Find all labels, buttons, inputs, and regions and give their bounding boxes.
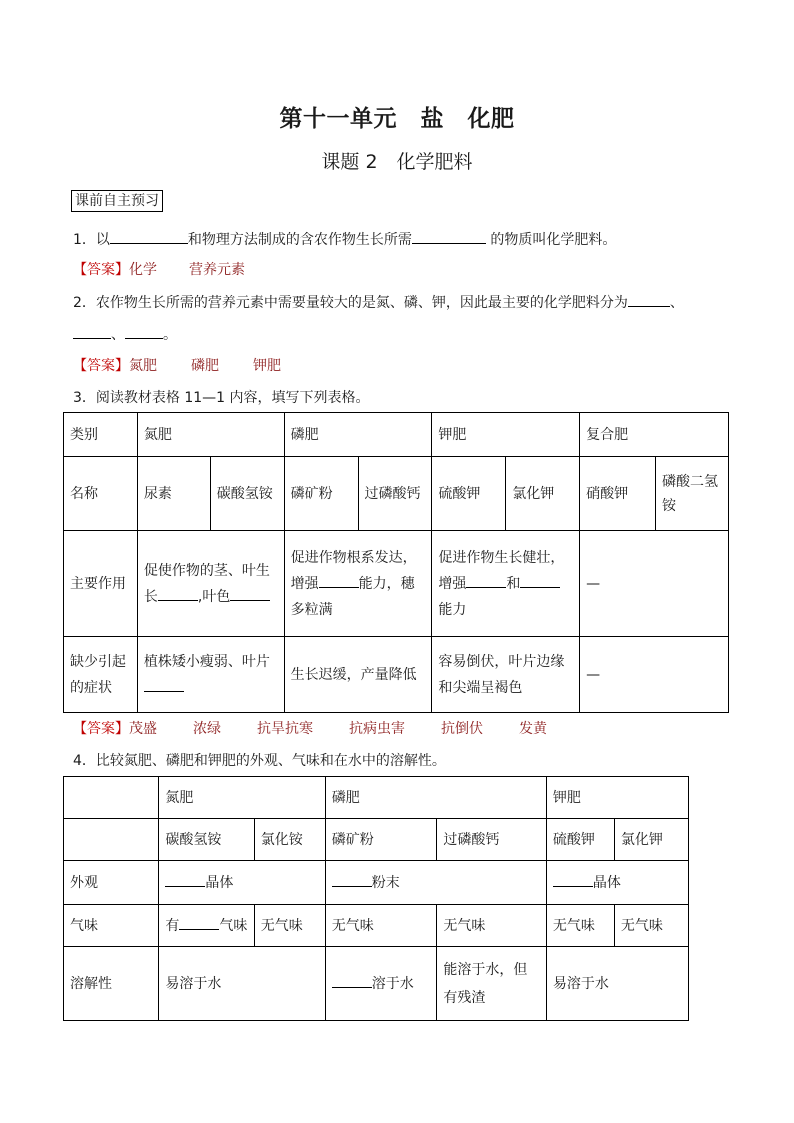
table-row-header: 主要作用	[64, 531, 138, 637]
table-cell: —	[580, 531, 729, 637]
table-cell	[432, 637, 580, 713]
table-blank[interactable]	[332, 973, 372, 988]
answer-value: 发黄	[519, 721, 547, 737]
table-cell	[325, 861, 546, 905]
table-cell: 易溶于水	[546, 947, 688, 1021]
question-1	[73, 229, 616, 250]
cell-line: 促进作物根系发达，	[290, 549, 417, 566]
table-row-header: 气味	[64, 905, 159, 947]
table-blank[interactable]	[520, 573, 560, 588]
q2-blank-3[interactable]	[125, 324, 163, 339]
table-blank[interactable]	[165, 872, 205, 887]
fertilizer-table-1	[63, 412, 729, 713]
table-row-header: 名称	[64, 457, 138, 531]
cell-line: ,叶色	[197, 588, 231, 605]
question-4: 4．比较氮肥、磷肥和钾肥的外观、气味和在水中的溶解性。	[73, 753, 446, 769]
question-3: 3．阅读教材表格 11—1 内容，填写下列表格。	[73, 390, 370, 406]
cell-line: 能力	[438, 601, 467, 618]
answer-3	[73, 719, 547, 739]
cell-line: 和	[506, 575, 521, 592]
table-cell: 硫酸钾	[432, 457, 506, 531]
answer-value: 抗倒伏	[441, 721, 483, 737]
table-cell: 过磷酸钙	[437, 819, 547, 861]
table-row	[64, 905, 689, 947]
table-header-cell: 氮肥	[137, 413, 284, 457]
question-2-line-1	[73, 292, 684, 313]
table-cell: 尿素	[137, 457, 210, 531]
cell-line: 粉末	[371, 874, 400, 891]
table-cell	[159, 905, 254, 947]
lesson-subtitle: 课题 2 化学肥料	[321, 151, 473, 173]
table-blank[interactable]	[332, 872, 372, 887]
table-row	[64, 531, 729, 637]
table-cell: 磷矿粉	[284, 457, 358, 531]
table-cell: 易溶于水	[159, 947, 325, 1021]
table-blank[interactable]	[466, 573, 506, 588]
cell-line: 铵	[662, 497, 677, 514]
table-cell	[159, 861, 325, 905]
table-cell: 过磷酸钙	[358, 457, 432, 531]
table-row	[64, 637, 729, 713]
cell-line: 能溶于水，但	[443, 961, 528, 978]
table-row-header: 外观	[64, 861, 159, 905]
answer-tag: 【答案】	[73, 721, 129, 737]
table-row-header: 溶解性	[64, 947, 159, 1021]
cell-line: 促进作物生长健壮，	[438, 549, 565, 566]
answer-value: 浓绿	[193, 721, 221, 737]
cell-line: 促使作物的茎、叶生	[143, 562, 270, 579]
q1-blank-1[interactable]	[110, 229, 188, 244]
q1-blank-2[interactable]	[412, 229, 486, 244]
cell-line: 和尖端呈褐色	[438, 679, 523, 696]
q2-blank-2[interactable]	[73, 324, 111, 339]
section-label: 课前自主预习	[71, 190, 163, 212]
table-blank[interactable]	[158, 586, 198, 601]
cell-line: 晶体	[205, 874, 234, 891]
cell-line: 磷酸二氢	[662, 473, 719, 490]
table-cell	[432, 531, 580, 637]
answer-value: 抗旱抗寒	[257, 721, 313, 737]
q2-sep-2: 、	[111, 327, 125, 343]
table-row	[64, 861, 689, 905]
table-cell: 无气味	[546, 905, 614, 947]
table-cell: 氯化钾	[614, 819, 688, 861]
cell-line: 有残渣	[443, 989, 486, 1006]
answer-value: 氮肥	[129, 358, 157, 374]
cell-line: 溶于水	[371, 975, 414, 992]
table-cell	[284, 531, 432, 637]
table-header-cell	[64, 777, 159, 819]
cell-line: 增强	[438, 575, 467, 592]
cell-line: 的症状	[70, 679, 112, 696]
cell-line: 植株矮小瘦弱、叶片	[143, 653, 270, 670]
table-blank[interactable]	[230, 586, 270, 601]
table-cell: 无气味	[437, 905, 547, 947]
cell-line: 有	[165, 917, 180, 934]
table-cell: 碳酸氢铵	[210, 457, 284, 531]
table-cell	[325, 947, 437, 1021]
table-cell: 无气味	[325, 905, 437, 947]
q1-text-a: 1．以	[73, 232, 110, 248]
page-title: 第十一单元 盐 化肥	[279, 106, 515, 132]
table-cell: 硫酸钾	[546, 819, 614, 861]
q2-end: 。	[163, 327, 177, 343]
answer-value: 化学	[129, 262, 157, 278]
table-cell	[137, 531, 284, 637]
table-row	[64, 819, 689, 861]
fertilizer-table-2	[63, 776, 689, 1021]
q2-blank-1[interactable]	[628, 292, 670, 307]
table-row	[64, 947, 689, 1021]
table-cell	[137, 637, 284, 713]
table-cell: —	[580, 637, 729, 713]
cell-line: 容易倒伏，叶片边缘	[438, 653, 565, 670]
cell-line: 增强	[290, 575, 319, 592]
table-header-cell: 磷肥	[284, 413, 432, 457]
table-header-cell: 钾肥	[432, 413, 580, 457]
table-blank[interactable]	[553, 872, 593, 887]
answer-2	[73, 356, 281, 376]
table-cell: 氯化铵	[254, 819, 325, 861]
table-blank[interactable]	[144, 677, 184, 692]
answer-tag: 【答案】	[73, 358, 129, 374]
table-cell: 生长迟缓，产量降低	[284, 637, 432, 713]
cell-line: 气味	[219, 917, 248, 934]
table-cell: 硝酸钾	[580, 457, 656, 531]
answer-value: 磷肥	[191, 358, 219, 374]
cell-line: 缺少引起	[70, 653, 126, 670]
question-2-line-2	[73, 324, 177, 345]
table-cell	[546, 861, 688, 905]
table-cell: 碳酸氢铵	[159, 819, 254, 861]
cell-line: 多粒满	[290, 601, 333, 618]
answer-tag: 【答案】	[73, 262, 129, 278]
table-cell	[64, 819, 159, 861]
q2-sep: 、	[669, 295, 684, 311]
table-header-cell: 类别	[64, 413, 138, 457]
answer-value: 营养元素	[189, 262, 245, 278]
table-row	[64, 777, 689, 819]
table-cell: 磷矿粉	[325, 819, 437, 861]
q1-text-c: 的物质叫化学肥料。	[485, 232, 617, 248]
table-row-header	[64, 637, 138, 713]
table-row	[64, 457, 729, 531]
table-cell: 无气味	[254, 905, 325, 947]
q2-text: 2．农作物生长所需的营养元素中需要量较大的是氮、磷、钾，因此最主要的化学肥料分为	[73, 295, 628, 311]
table-header-cell: 钾肥	[546, 777, 688, 819]
table-header-cell: 磷肥	[325, 777, 546, 819]
q1-text-b: 和物理方法制成的含农作物生长所需	[187, 232, 412, 248]
table-row	[64, 413, 729, 457]
table-blank[interactable]	[179, 915, 219, 930]
table-cell: 氯化钾	[506, 457, 580, 531]
table-cell: 无气味	[614, 905, 688, 947]
answer-value: 抗病虫害	[349, 721, 405, 737]
cell-line: 晶体	[592, 874, 621, 891]
table-header-cell: 氮肥	[159, 777, 325, 819]
answer-value: 钾肥	[253, 358, 281, 374]
table-blank[interactable]	[319, 573, 359, 588]
answer-1	[73, 260, 245, 280]
table-cell	[656, 457, 729, 531]
table-header-cell: 复合肥	[580, 413, 729, 457]
cell-line: 长	[143, 588, 158, 605]
table-cell	[437, 947, 547, 1021]
cell-line: 能力，穗	[358, 575, 415, 592]
answer-value: 茂盛	[129, 721, 157, 737]
